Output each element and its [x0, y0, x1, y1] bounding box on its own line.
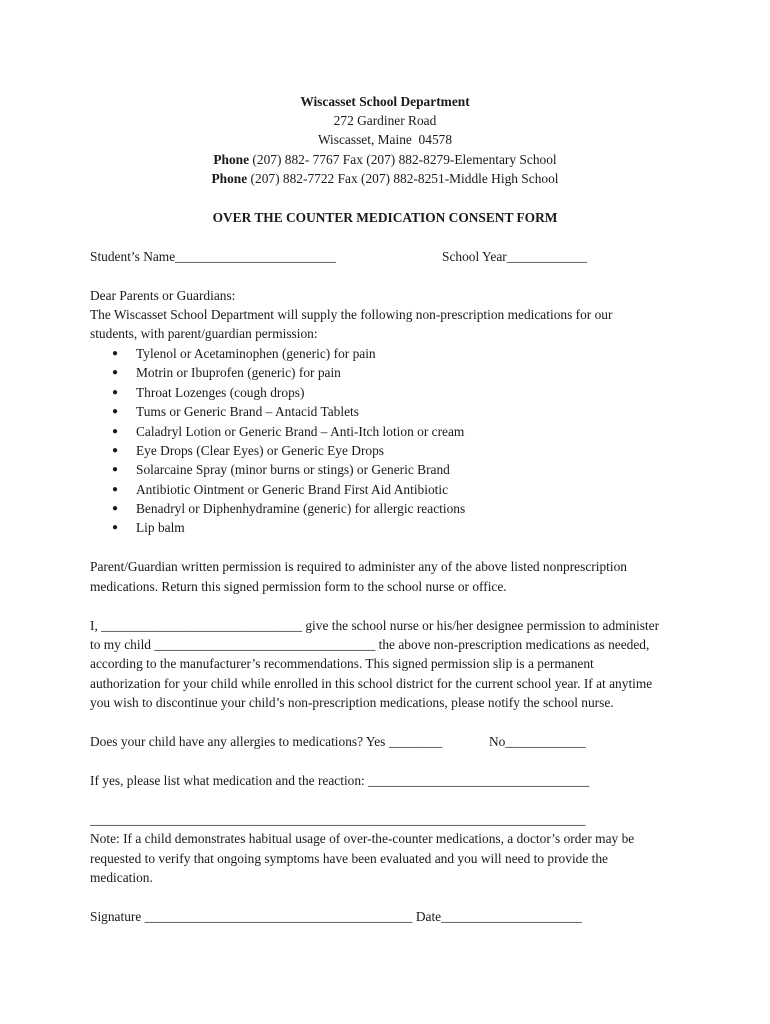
consent-text: you wish to discontinue your child’s non-prescription medications, please notify the school nurse.	[90, 695, 614, 710]
list-item: Throat Lozenges (cough drops)	[136, 385, 305, 400]
street-address: 272 Gardiner Road	[333, 113, 437, 128]
consent-child-name-field[interactable]: to my child _________________________________ the above non-prescription medications as needed,	[90, 637, 650, 652]
bullet-icon: ●	[112, 387, 119, 398]
form-title: OVER THE COUNTER MEDICATION CONSENT FORM	[212, 210, 558, 225]
permission-text: Parent/Guardian written permission is required to administer any of the above listed nonprescription	[90, 559, 627, 574]
phone-elementary-text: (207) 882- 7767 Fax (207) 882-8279-Elementary School	[249, 152, 557, 167]
phone-elementary	[0, 152, 770, 168]
allergy-list-field[interactable]: If yes, please list what medication and the reaction: _________________________________	[90, 773, 590, 788]
list-item: Solarcaine Spray (minor burns or stings) or Generic Brand	[136, 462, 450, 477]
list-item: Tylenol or Acetaminophen (generic) for pain	[136, 346, 376, 361]
list-item: Lip balm	[136, 520, 185, 535]
consent-text: according to the manufacturer’s recommendations. This signed permission slip is a permanent	[90, 656, 594, 671]
permission-text: medications. Return this signed permission form to the school nurse or office.	[90, 579, 507, 594]
note-text: medication.	[90, 870, 153, 885]
list-item: Eye Drops (Clear Eyes) or Generic Eye Drops	[136, 443, 385, 458]
note-text: requested to verify that ongoing symptoms have been evaluated and you will need to provide the	[90, 851, 609, 866]
bullet-icon: ●	[112, 522, 119, 533]
bullet-icon: ●	[112, 464, 119, 475]
phone-label: Phone	[213, 152, 250, 167]
note-text: Note: If a child demonstrates habitual usage of over-the-counter medications, a doctor’s order may be	[90, 831, 635, 846]
consent-parent-name-field[interactable]: I, ______________________________ give the school nurse or his/her designee permission to administer	[90, 618, 660, 633]
list-item: Motrin or Ibuprofen (generic) for pain	[136, 365, 341, 380]
allergy-no-field[interactable]: No____________	[489, 734, 586, 749]
student-name-field[interactable]: Student’s Name________________________	[90, 249, 336, 264]
bullet-icon: ●	[112, 426, 119, 437]
intro-text: The Wiscasset School Department will supply the following non-prescription medications for our	[90, 307, 613, 322]
list-item: Benadryl or Diphenhydramine (generic) for allergic reactions	[136, 501, 466, 516]
phone-middle-high-text: (207) 882-7722 Fax (207) 882-8251-Middle High School	[247, 171, 559, 186]
school-year-field[interactable]: School Year____________	[442, 249, 588, 264]
allergy-yes-field[interactable]: Does your child have any allergies to medications? Yes ________	[90, 734, 443, 749]
list-item: Tums or Generic Brand – Antacid Tablets	[136, 404, 359, 419]
list-item: Antibiotic Ointment or Generic Brand First Aid Antibiotic	[136, 482, 449, 497]
consent-text: authorization for your child while enrolled in this school district for the current school year. If at anytime	[90, 676, 653, 691]
bullet-icon: ●	[112, 484, 119, 495]
allergy-list-continuation-field[interactable]: __________________________________________________________________________	[90, 812, 586, 827]
list-item: Caladryl Lotion or Generic Brand – Anti-Itch lotion or cream	[136, 424, 465, 439]
bullet-icon: ●	[112, 503, 119, 514]
phone-label: Phone	[211, 171, 248, 186]
phone-middle-high	[0, 171, 770, 187]
signature-date-field[interactable]: Signature ________________________________________ Date_____________________	[90, 909, 582, 924]
bullet-icon: ●	[112, 445, 119, 456]
bullet-icon: ●	[112, 348, 119, 359]
bullet-icon: ●	[112, 406, 119, 417]
city-state-zip: Wiscasset, Maine 04578	[317, 132, 453, 147]
bullet-icon: ●	[112, 367, 119, 378]
greeting: Dear Parents or Guardians:	[90, 288, 236, 303]
intro-text: students, with parent/guardian permission:	[90, 326, 318, 341]
department-name: Wiscasset School Department	[300, 94, 470, 109]
